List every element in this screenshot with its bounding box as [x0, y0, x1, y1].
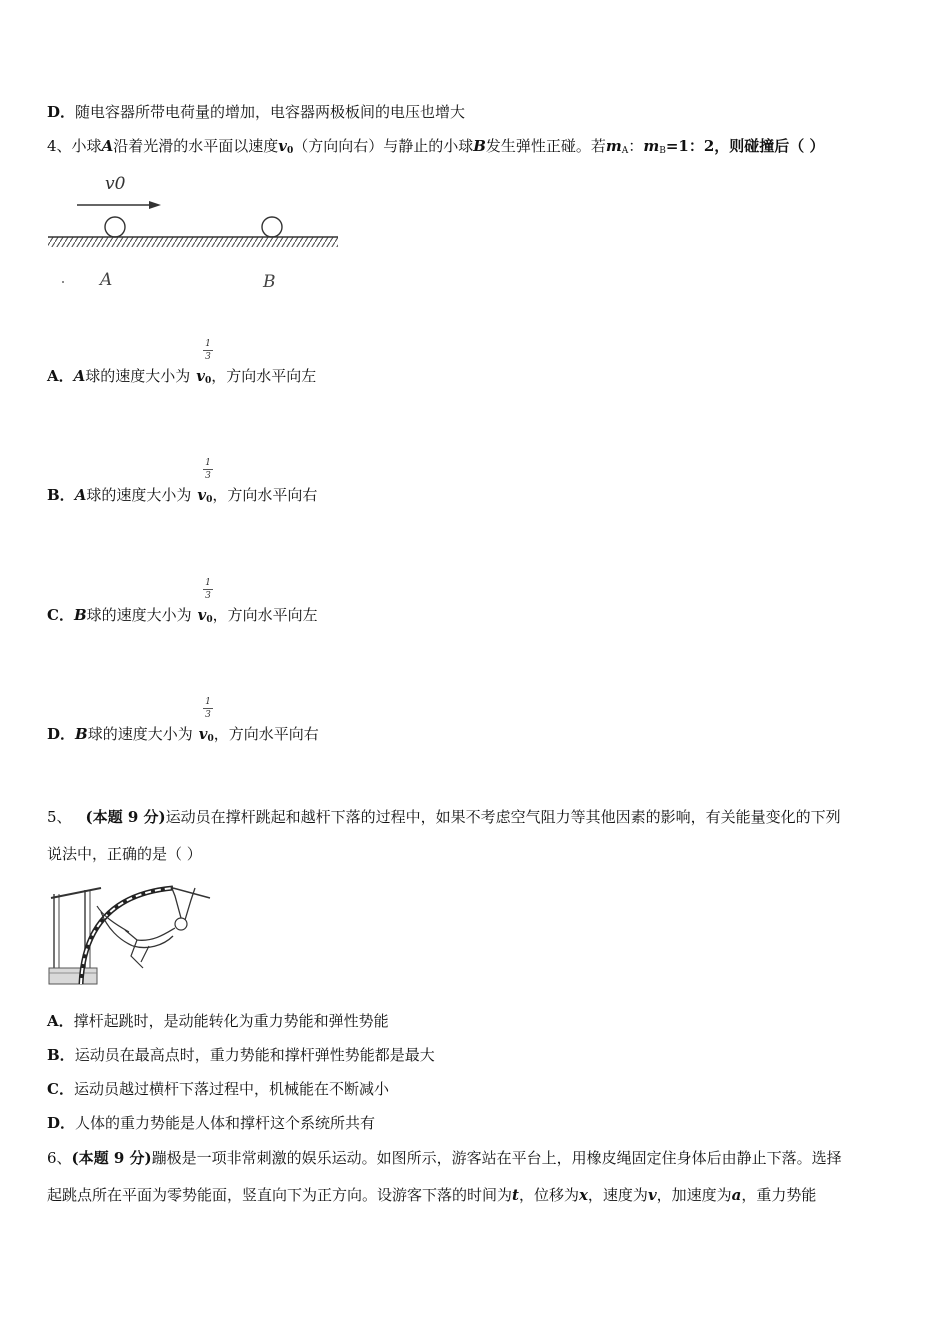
velocity-symbol: v	[278, 137, 287, 155]
stem-text: 运动员在撑杆跳起和越杆下落的过程中，如果不考虑空气阻力等其他因素的影响，有关能量变化的下列	[165, 808, 841, 826]
option-text: 运动员越过横杆下落过程中，机械能在不断减小	[73, 1080, 389, 1098]
option-label: C．	[47, 1080, 74, 1098]
pole-vault-figure	[45, 876, 215, 988]
time-symbol: t	[512, 1186, 519, 1204]
mass-symbol: m	[643, 137, 660, 155]
ball-a-symbol: A	[101, 137, 114, 155]
question-number: 6、	[47, 1149, 72, 1167]
q5-option-c	[47, 1079, 389, 1099]
option-text: ，方向水平向右	[213, 725, 319, 743]
denominator: 3	[205, 591, 211, 601]
velocity-symbol: v	[197, 606, 207, 624]
stem-text: ，重力势能	[741, 1186, 817, 1204]
option-text: ，方向水平向左	[211, 367, 317, 385]
option-label: D．	[47, 1114, 76, 1132]
score-tag: (本题 9 分)	[71, 1149, 152, 1167]
ground-hatch	[48, 237, 338, 247]
numerator: 1	[205, 339, 211, 349]
option-text: 球的速度大小为	[87, 725, 193, 743]
q4-option-a	[47, 366, 316, 391]
velocity-subscript: 0	[206, 495, 213, 505]
q5-stem-line1	[47, 807, 841, 827]
option-text: 球的速度大小为	[85, 367, 191, 385]
ball-symbol: A	[74, 486, 87, 504]
fraction-one-third	[203, 339, 213, 362]
denominator: 3	[205, 352, 211, 362]
velocity-symbol: v	[197, 486, 207, 504]
ball-symbol: A	[73, 367, 86, 385]
collision-figure	[45, 170, 345, 295]
numerator: 1	[205, 697, 211, 707]
q5-option-a	[47, 1011, 389, 1031]
stem-text: 沿着光滑的水平面以速度	[113, 137, 279, 155]
stem-text: 发生弹性正碰。若	[485, 137, 606, 155]
ball-a	[105, 217, 125, 237]
option-label: B．	[47, 1046, 75, 1064]
arrow-head-icon	[149, 201, 161, 209]
q6-stem-line1	[47, 1148, 842, 1168]
q5-option-b	[47, 1045, 435, 1065]
question-number: 4、	[47, 137, 72, 155]
option-label: D．	[47, 103, 76, 121]
fraction-one-third	[203, 458, 213, 481]
stem-text: 说法中，正确的是（ ）	[47, 845, 202, 863]
option-label: A．	[47, 367, 74, 385]
score-tag: (本题 9 分)	[85, 808, 166, 826]
mass-subscript-b: B	[659, 146, 666, 156]
stem-text: （方向向右）与静止的小球	[293, 137, 474, 155]
q4-stem	[47, 136, 824, 161]
stray-dot	[62, 281, 64, 283]
option-text: ，方向水平向右	[212, 486, 318, 504]
option-text: 运动员在最高点时，重力势能和撑杆弹性势能都是最大	[74, 1046, 435, 1064]
q5-stem-line2	[47, 844, 202, 864]
q4-option-b	[47, 485, 317, 510]
numerator: 1	[205, 578, 211, 588]
ball-symbol: B	[75, 725, 88, 743]
option-text: 撑杆起跳时，是动能转化为重力势能和弹性势能	[73, 1012, 389, 1030]
fraction-one-third	[203, 697, 213, 720]
q5-option-d	[47, 1113, 375, 1133]
stem-text: ，位移为	[518, 1186, 579, 1204]
option-text: 球的速度大小为	[86, 486, 192, 504]
ball-b	[262, 217, 282, 237]
stem-text: 蹦极是一项非常刺激的娱乐运动。如图所示，游客站在平台上，用橡皮绳固定住身体后由静止下落。选择	[151, 1149, 842, 1167]
stem-text: ：	[628, 137, 644, 155]
option-label: D．	[47, 725, 76, 743]
velocity-label: v0	[105, 174, 126, 194]
stem-text: ，速度为	[587, 1186, 648, 1204]
question-number: 5、	[47, 808, 72, 826]
stem-text: 小球	[71, 137, 102, 155]
ball-b-symbol: B	[473, 137, 486, 155]
acceleration-symbol: a	[731, 1186, 742, 1204]
option-label: B．	[47, 486, 75, 504]
mass-subscript-a: A	[621, 146, 629, 156]
velocity-symbol: v	[198, 725, 208, 743]
stem-text: 起跳点所在平面为零势能面，竖直向下为正方向。设游客下落的时间为	[47, 1186, 513, 1204]
velocity-symbol: v	[647, 1186, 657, 1204]
option-text: 球的速度大小为	[86, 606, 192, 624]
ball-symbol: B	[73, 606, 87, 624]
option-text: 随电容器所带电荷量的增加，电容器两极板间的电压也增大	[75, 103, 466, 121]
fraction-one-third	[203, 578, 213, 601]
q3-option-d	[47, 102, 465, 122]
mass-symbol: m	[605, 137, 622, 155]
mass-ratio: =1：2，则碰撞后（ ）	[665, 137, 825, 155]
q4-option-c	[47, 605, 318, 630]
velocity-subscript: 0	[207, 734, 214, 744]
numerator: 1	[205, 458, 211, 468]
velocity-subscript: 0	[205, 376, 212, 386]
q6-stem-line2	[47, 1185, 816, 1205]
option-label: A．	[47, 1012, 74, 1030]
q4-option-d	[47, 724, 319, 749]
denominator: 3	[205, 710, 211, 720]
ball-a-label: A	[100, 270, 113, 290]
ball-b-label: B	[263, 272, 276, 292]
velocity-symbol: v	[196, 367, 206, 385]
displacement-symbol: x	[578, 1186, 588, 1204]
option-text: ，方向水平向左	[212, 606, 318, 624]
stem-text: ，加速度为	[656, 1186, 732, 1204]
velocity-subscript: 0	[286, 146, 294, 156]
option-label: C．	[47, 606, 74, 624]
option-text: 人体的重力势能是人体和撑杆这个系统所共有	[75, 1114, 376, 1132]
denominator: 3	[205, 471, 211, 481]
velocity-subscript: 0	[206, 615, 213, 625]
